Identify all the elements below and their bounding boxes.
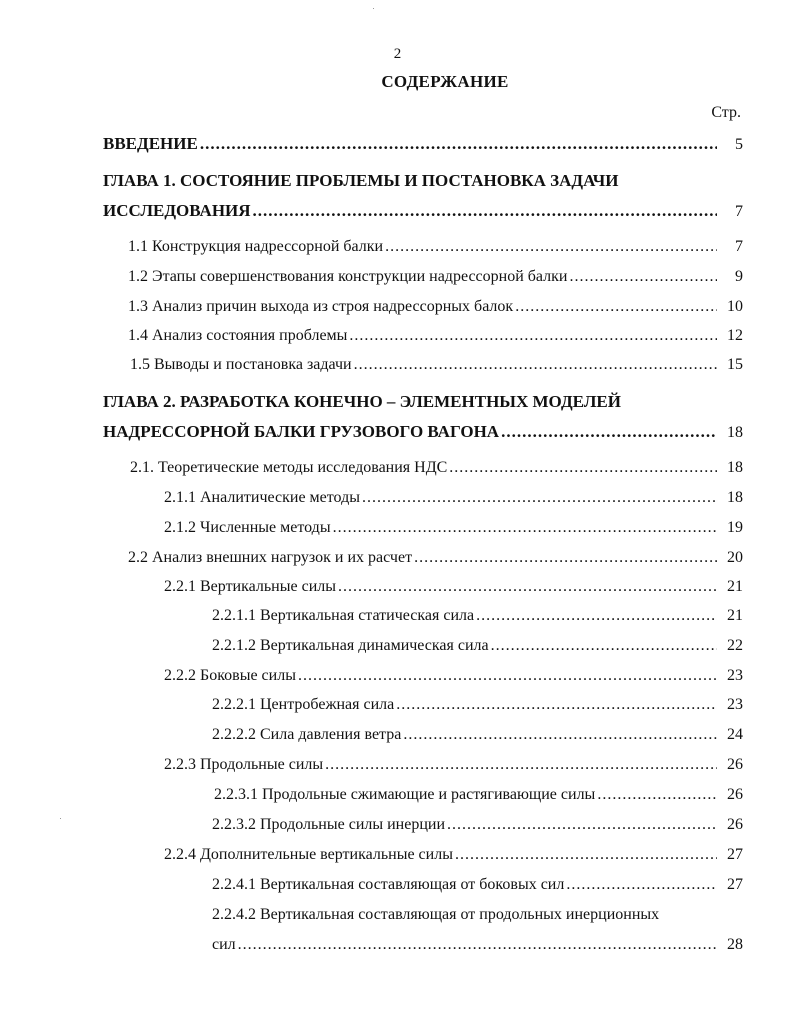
toc-entry-2-1-2[interactable] [164,516,743,540]
toc-entry-page: 26 [727,786,743,803]
toc-entry-text: 1.4 Анализ состояния проблемы [128,327,348,344]
scan-speck [60,818,61,819]
toc-entry-1-2[interactable] [128,265,743,289]
toc-entry-text: 2.2.2.1 Центробежная сила [212,696,395,713]
leader-dots [200,132,717,156]
toc-entry-2-2-4[interactable] [164,843,743,867]
toc-entry-page: 15 [727,356,743,373]
toc-entry-chapter-1[interactable] [103,199,743,223]
toc-entry-text: 2.2.1.1 Вертикальная статическая сила [212,607,475,624]
toc-entry-page: 28 [727,936,743,953]
toc-entry-chapter-2[interactable] [103,420,743,444]
toc-entry-text: 1.3 Анализ причин выхода из строя надрессорных балок [128,298,514,315]
toc-entry-text: 1.2 Этапы совершенствования конструкции надрессорной балки [128,268,568,285]
toc-entry-text: НАДРЕССОРНОЙ БАЛКИ ГРУЗОВОГО ВАГОНА [103,422,500,441]
toc-entry-2-2-3-1[interactable] [214,783,743,807]
toc-entry-page: 26 [727,816,743,833]
toc-entry-page: 20 [727,549,743,566]
toc-entry-page: 18 [727,424,743,441]
leader-dots [238,933,717,957]
toc-entry-2-2-1-1[interactable] [212,604,743,628]
leader-dots [449,456,717,480]
toc-entry-text: 2.2.1.2 Вертикальная динамическая сила [212,637,489,654]
toc-entry-text: 2.1. Теоретические методы исследования НДС [130,459,448,476]
toc-entry-page: 27 [727,876,743,893]
toc-entry-2-2-4-2-first-line: 2.2.4.2 Вертикальная составляющая от продольных инерционных [212,906,660,923]
page-title: СОДЕРЖАНИЕ [381,72,509,91]
toc-entry-page: 7 [735,203,743,220]
leader-dots [566,873,717,897]
toc-entry-text: 2.2.2 Боковые силы [164,667,296,684]
toc-entry-page: 23 [727,696,743,713]
toc-entry-page: 19 [727,519,743,536]
toc-entry-page: 10 [727,298,743,315]
toc-entry-page: 24 [727,726,743,743]
leader-dots [253,199,717,223]
toc-entry-page: 26 [727,756,743,773]
toc-entry-page: 7 [735,238,743,255]
toc-entry-text: сил [212,936,236,953]
toc-entry-text: 2.2.1 Вертикальные силы [164,578,336,595]
toc-entry-1-3[interactable] [128,295,743,319]
leader-dots [501,420,717,444]
toc-entry-2-2-4-2[interactable] [212,933,743,957]
toc-entry-text: 2.2.3.1 Продольные сжимающие и растягивающие силы [214,786,596,803]
page-number: 2 [393,46,402,62]
toc-entry-page: 9 [735,268,743,285]
toc-entry-2-2-2-2[interactable] [212,723,743,747]
toc-entry-2-1-1[interactable] [164,486,743,510]
toc-entry-text: 2.2 Анализ внешних нагрузок и их расчет [128,549,413,566]
toc-entry-1-4[interactable] [128,324,743,348]
leader-dots [385,235,717,259]
toc-entry-2-2-1[interactable] [164,575,743,599]
toc-entry-page: 21 [727,607,743,624]
toc-entry-page: 21 [727,578,743,595]
toc-entry-page: 22 [727,637,743,654]
toc-entry-2-2-2-1[interactable] [212,693,743,717]
toc-entry-page: 18 [727,459,743,476]
leader-dots [349,324,717,348]
leader-dots [403,723,717,747]
toc-entry-1-1[interactable] [128,235,743,259]
toc-entry-page: 27 [727,846,743,863]
leader-dots [325,753,717,777]
toc-entry-text: 2.2.3 Продольные силы [164,756,324,773]
toc-entry-1-5[interactable] [130,353,743,377]
leader-dots [414,546,717,570]
toc-entry-2-2-4-1[interactable] [212,873,743,897]
toc-entry-text: 1.1 Конструкция надрессорной балки [128,238,384,255]
toc-entry-text: ИССЛЕДОВАНИЯ [103,201,251,220]
toc-entry-page: 12 [727,327,743,344]
toc-entry-2-1[interactable] [130,456,743,480]
leader-dots [476,604,717,628]
leader-dots [338,575,717,599]
scan-speck [373,8,374,9]
toc-entry-text: 2.2.4.1 Вертикальная составляющая от боковых сил [212,876,565,893]
toc-entry-text: 2.1.1 Аналитические методы [164,489,360,506]
leader-dots [515,295,717,319]
toc-entry-page: 5 [735,136,743,153]
leader-dots [597,783,717,807]
toc-entry-2-2-1-2[interactable] [212,634,743,658]
toc-entry-page: 23 [727,667,743,684]
chapter-2-heading: ГЛАВА 2. РАЗРАБОТКА КОНЕЧНО – ЭЛЕМЕНТНЫХ МОДЕЛЕЙ [103,392,621,411]
toc-entry-2-2-3[interactable] [164,753,743,777]
leader-dots [569,265,717,289]
toc-entry-2-2[interactable] [128,546,743,570]
toc-entry-text: 2.1.2 Численные методы [164,519,331,536]
leader-dots [396,693,717,717]
leader-dots [333,516,717,540]
leader-dots [491,634,717,658]
page-column-label: Стр. [711,104,741,121]
chapter-1-heading: ГЛАВА 1. СОСТОЯНИЕ ПРОБЛЕМЫ И ПОСТАНОВКА ЗАДАЧИ [103,171,619,190]
toc-entry-text: 1.5 Выводы и постановка задачи [130,356,352,373]
toc-entry-2-2-3-2[interactable] [212,813,743,837]
toc-entry-2-2-2[interactable] [164,664,743,688]
toc-entry-text: 2.2.4 Дополнительные вертикальные силы [164,846,453,863]
leader-dots [447,813,717,837]
toc-entry-page: 18 [727,489,743,506]
leader-dots [298,664,717,688]
toc-entry-introduction[interactable] [103,132,743,156]
leader-dots [362,486,717,510]
toc-entry-text: 2.2.2.2 Сила давления ветра [212,726,402,743]
leader-dots [354,353,717,377]
leader-dots [455,843,717,867]
toc-entry-text: 2.2.3.2 Продольные силы инерции [212,816,446,833]
toc-entry-text: ВВЕДЕНИЕ [103,134,198,153]
